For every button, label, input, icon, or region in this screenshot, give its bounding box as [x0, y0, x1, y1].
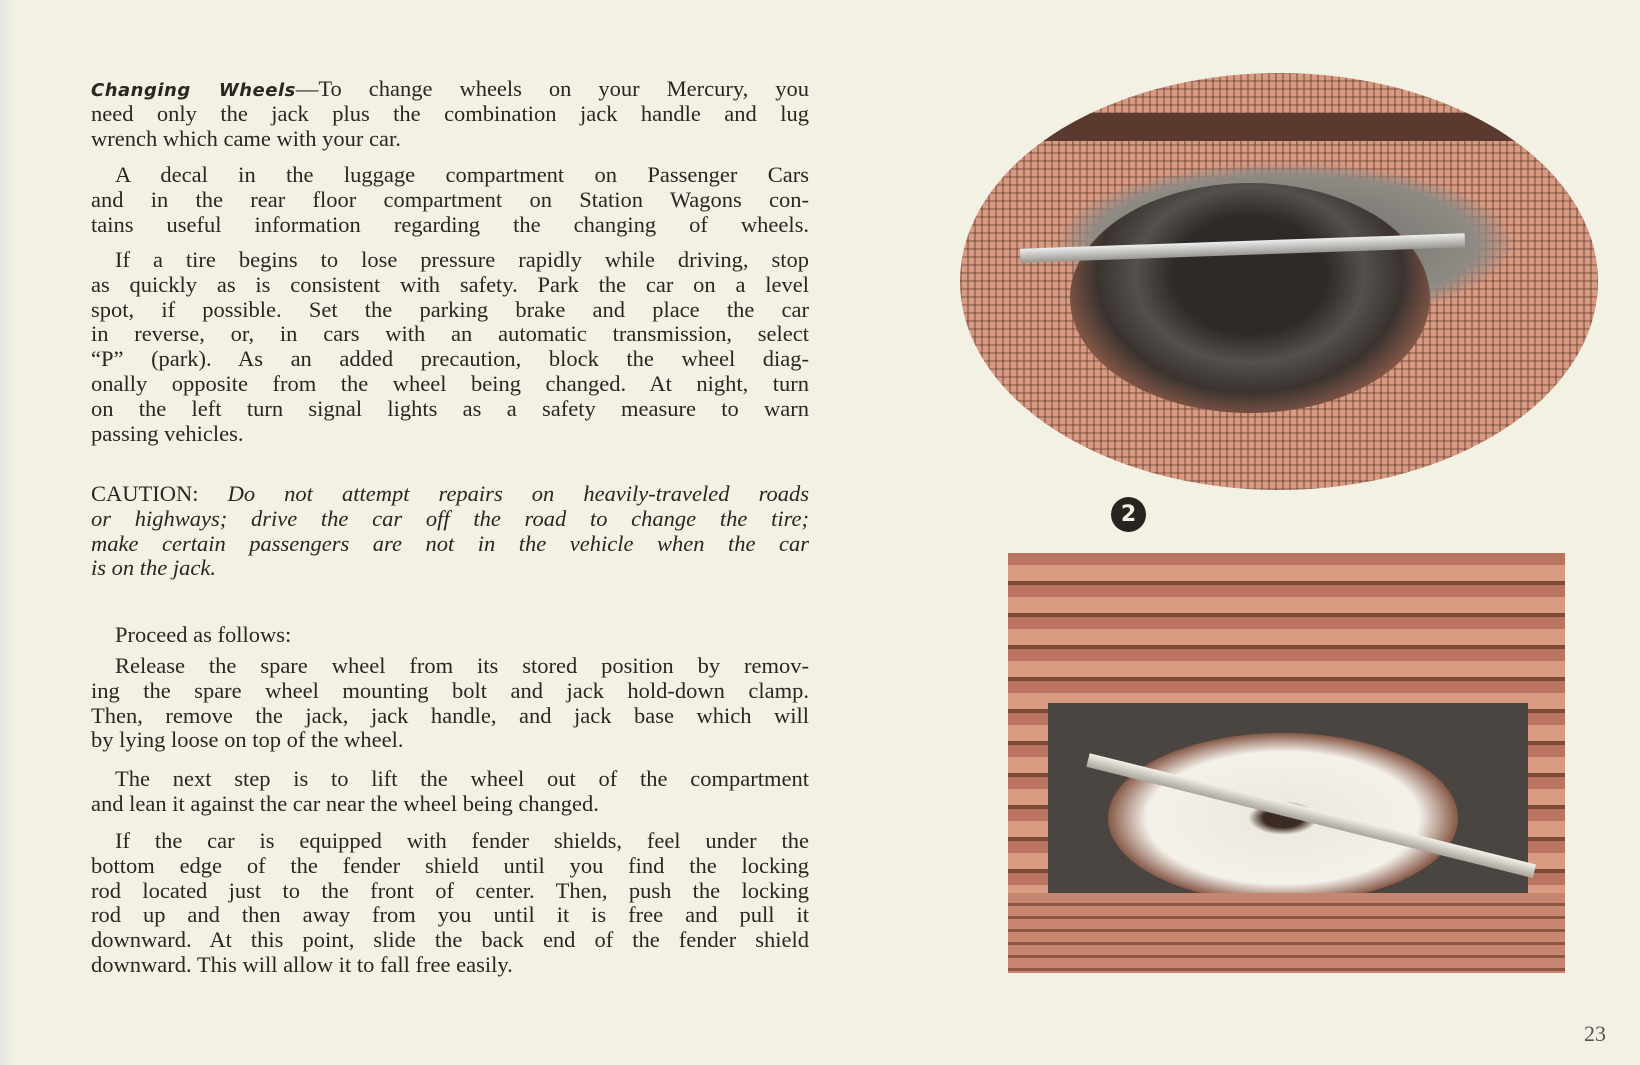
text-line: bottom edge of the fender shield until you find the locking: [91, 852, 809, 878]
intro-text: —To change wheels on your Mercury, you: [295, 76, 809, 101]
next-step-paragraph: [91, 767, 809, 817]
caution-label: CAUTION:: [91, 481, 199, 506]
text-line: If the car is equipped with fender shields, feel under the: [115, 828, 809, 853]
text-line: in reverse, or, in cars with an automatic transmission, select: [91, 321, 809, 347]
section-heading: Changing Wheels: [91, 80, 296, 101]
text-line: downward. This will allow it to fall free easily.: [91, 951, 513, 977]
text-line: tains useful information regarding the changing of wheels.: [91, 211, 809, 237]
text-line: Release the spare wheel from its stored position by remov-: [115, 653, 809, 678]
text-line: rod located just to the front of center. Then, push the locking: [91, 877, 809, 903]
proceed-heading: [91, 623, 809, 648]
caution-paragraph: [91, 482, 809, 581]
text-line: Proceed as follows:: [115, 622, 292, 647]
text-line: as quickly as is consistent with safety. Park the car on a level: [91, 271, 809, 297]
release-paragraph: [91, 654, 809, 753]
text-line: If a tire begins to lose pressure rapidly while driving, stop: [115, 247, 809, 272]
caution-line: make certain passengers are not in the vehicle when the car: [91, 530, 809, 556]
trunk-edge: [960, 113, 1598, 141]
page-edge: [0, 0, 14, 1065]
text-line: rod up and then away from you until it is free and pull it: [91, 902, 809, 928]
caution-text: Do not attempt repairs on heavily-traveled roads: [227, 481, 810, 506]
wagon-compartment-photo: [1008, 553, 1565, 973]
text-line: Then, remove the jack, jack handle, and jack base which will: [91, 702, 809, 728]
text-line: spot, if possible. Set the parking brake and place the car: [91, 296, 809, 322]
text-line: downward. At this point, slide the back end of the fender shield: [91, 927, 809, 953]
spare-tire-photo-oval: [960, 73, 1598, 490]
page-number: 23: [1584, 1021, 1606, 1046]
text-line: and lean it against the car near the wheel being changed.: [91, 790, 599, 816]
spare-tire: [1070, 183, 1430, 413]
figure-number-badge: 2: [1111, 497, 1146, 532]
text-line: The next step is to lift the wheel out of the compartment: [115, 766, 809, 791]
spare-wheel: [1108, 733, 1458, 903]
text-line: passing vehicles.: [91, 420, 244, 446]
text-line: A decal in the luggage compartment on Passenger Cars: [115, 162, 809, 187]
text-line: “P” (park). As an added precaution, block the wheel diag-: [91, 346, 809, 372]
text-line: onally opposite from the wheel being changed. At night, turn: [91, 370, 809, 396]
caution-line: [91, 482, 809, 507]
intro-paragraph: [91, 77, 809, 151]
text-line: and in the rear floor compartment on Station Wagons con-: [91, 186, 809, 212]
intro-line: wrench which came with your car.: [91, 125, 401, 151]
text-line: on the left turn signal lights as a safety measure to warn: [91, 395, 809, 421]
text-line: by lying loose on top of the wheel.: [91, 727, 404, 753]
intro-line: need only the jack plus the combination jack handle and lug: [91, 100, 809, 126]
decal-paragraph: [91, 163, 809, 237]
caution-line: is on the jack.: [91, 555, 216, 581]
fender-shield-paragraph: [91, 829, 809, 978]
intro-line: [91, 77, 809, 102]
tire-pressure-paragraph: [91, 248, 809, 446]
caution-line: or highways; drive the car off the road to change the tire;: [91, 505, 809, 531]
text-line: ing the spare wheel mounting bolt and jack hold-down clamp.: [91, 677, 809, 703]
compartment-lip: [1008, 893, 1565, 973]
